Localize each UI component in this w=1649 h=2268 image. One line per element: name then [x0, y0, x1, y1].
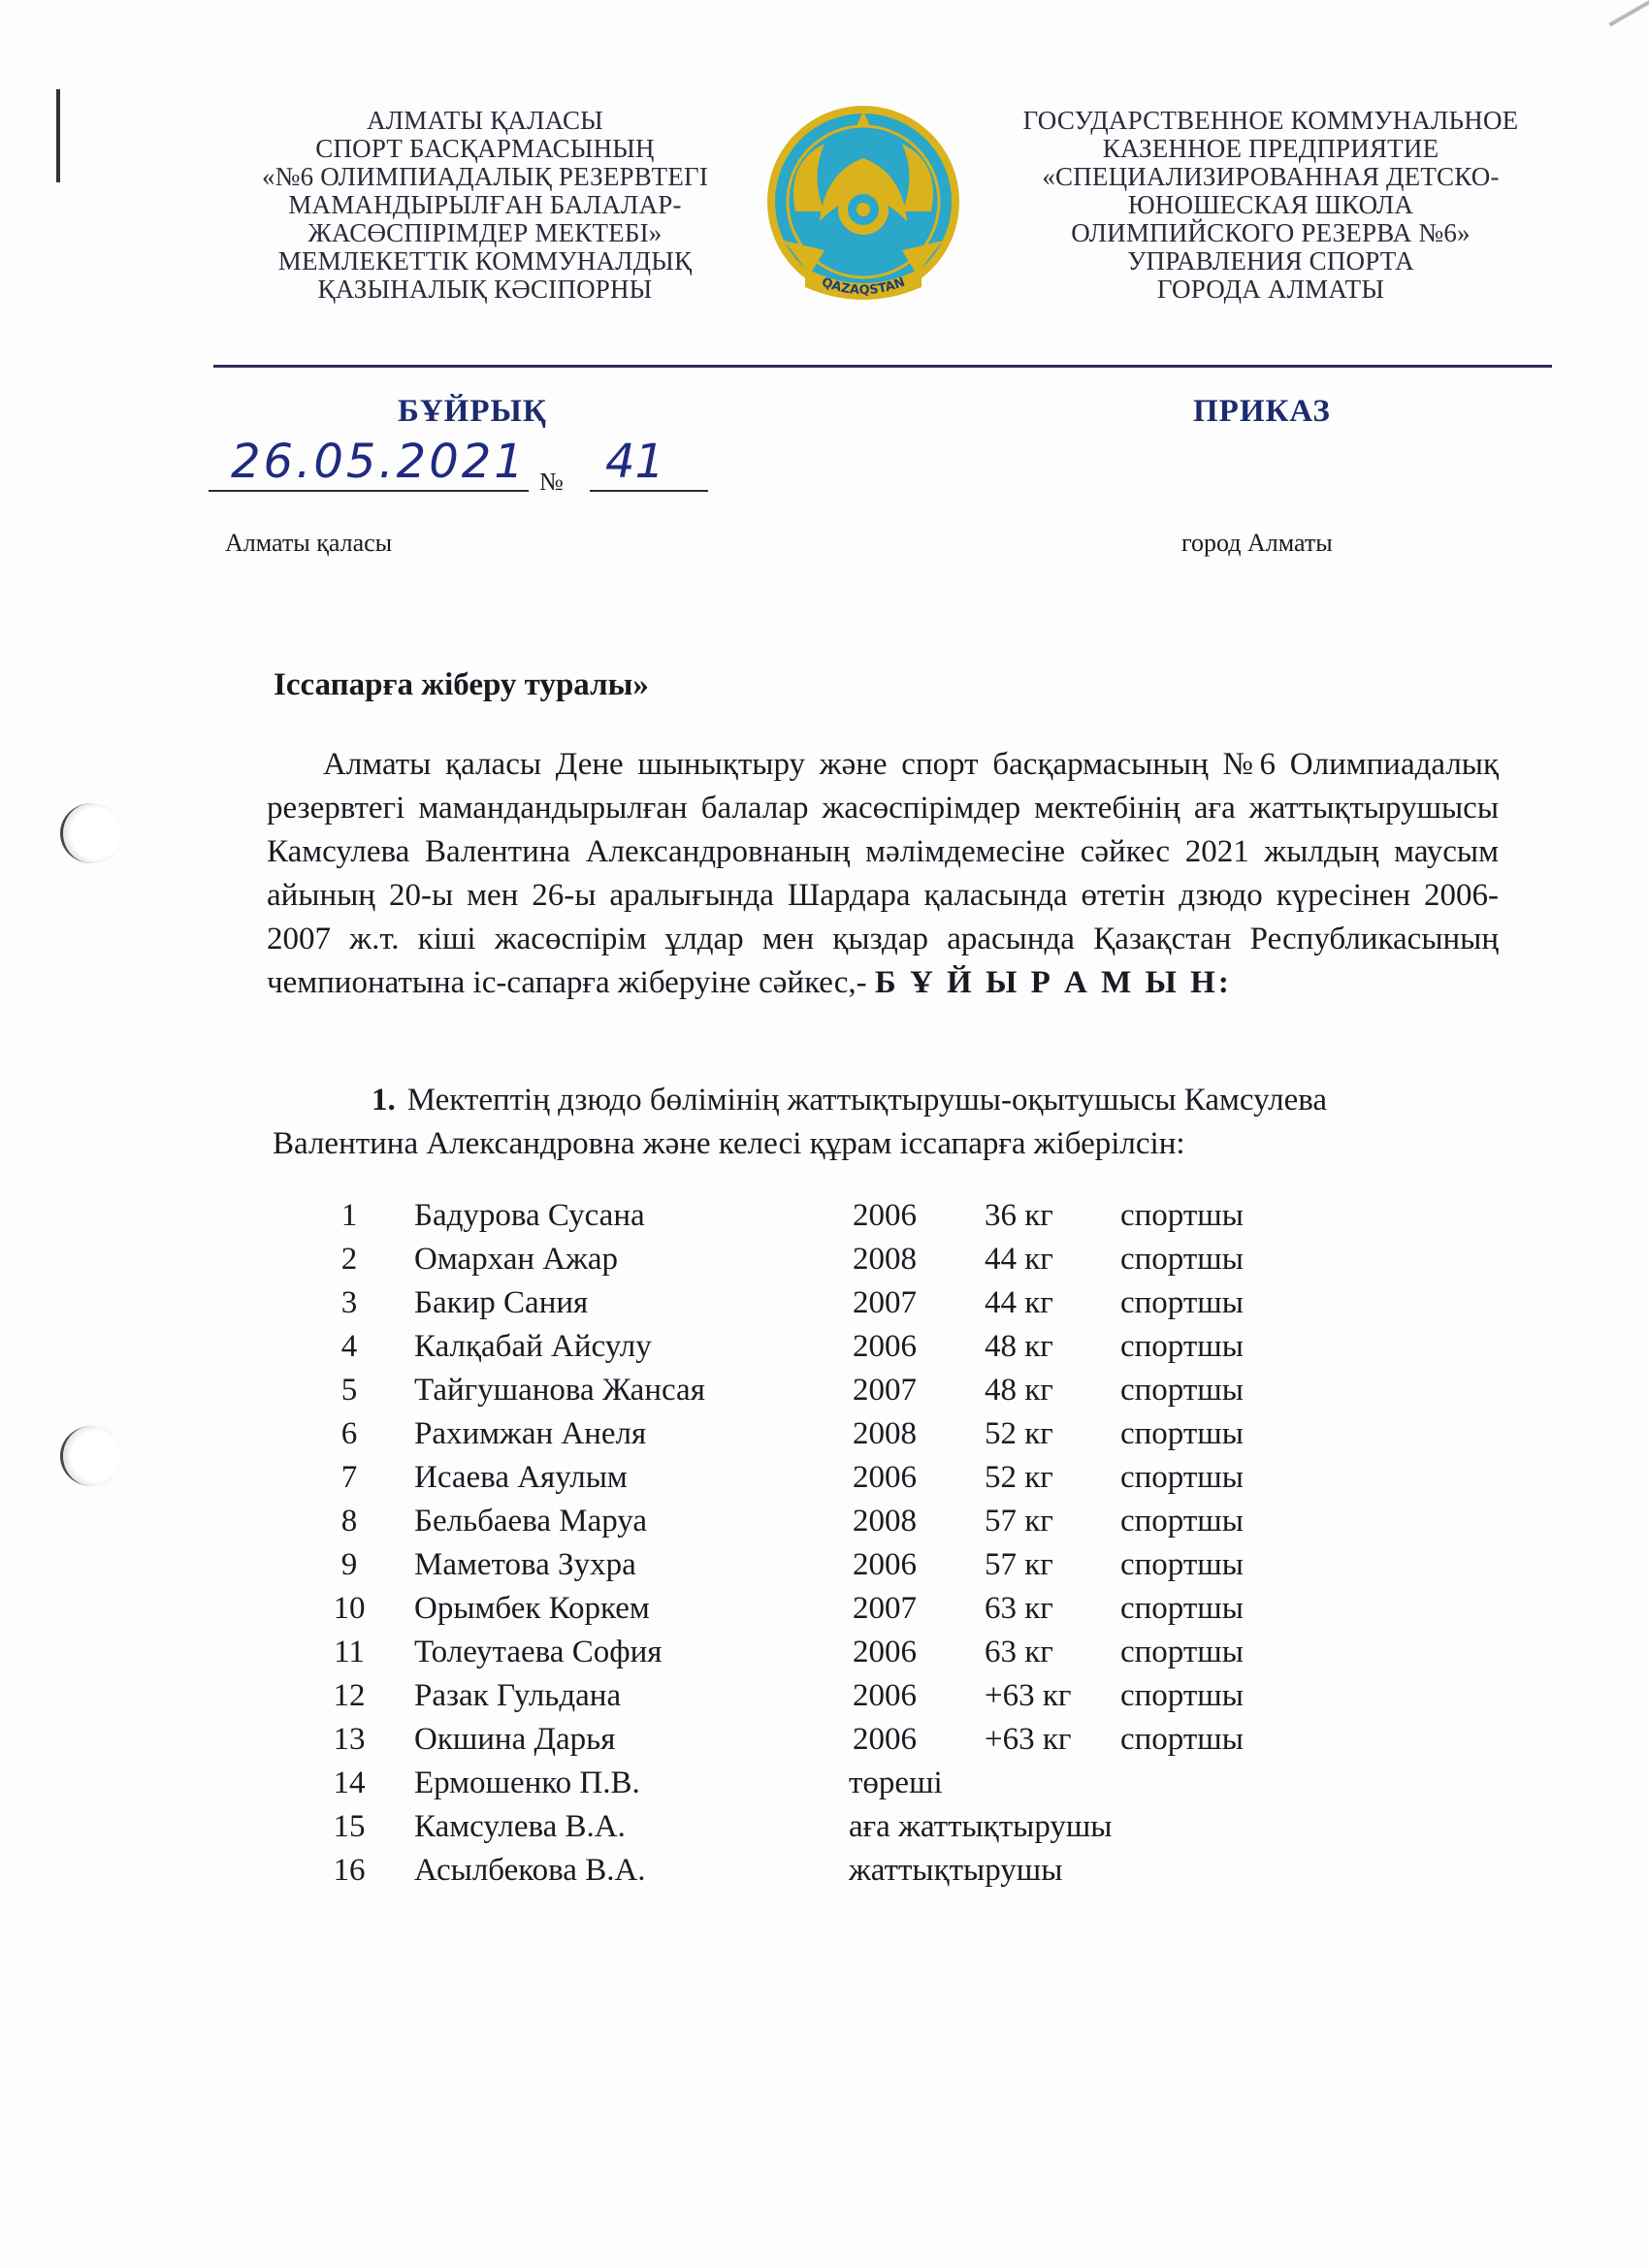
number-sign: №: [539, 468, 564, 496]
birth-year: 2008: [853, 1416, 917, 1451]
athlete-name: Исаева Аяулым: [414, 1460, 628, 1495]
role-label: спортшы: [1120, 1460, 1244, 1495]
table-row: [325, 1504, 1295, 1547]
header-line-kz: МЕМЛЕКЕТТІК КОММУНАЛДЫҚ: [277, 246, 693, 275]
order-subject: Іссапарға жіберу туралы»: [274, 667, 649, 702]
birth-year: 2007: [853, 1373, 917, 1408]
birth-year: 2006: [853, 1329, 917, 1364]
table-row: [325, 1547, 1295, 1591]
role-label: аға жаттықтырушы: [849, 1809, 1113, 1844]
row-number: 16: [333, 1853, 366, 1888]
athlete-name: Орымбек Коркем: [414, 1591, 650, 1626]
role-label: спортшы: [1120, 1547, 1244, 1582]
table-row: [325, 1198, 1295, 1242]
weight-class: 52 кг: [985, 1416, 1053, 1451]
item-line-1: Мектептің дзюдо бөлімінің жаттықтырушы-оқытушысы Камсулева: [406, 1083, 1328, 1118]
birth-year: 2006: [853, 1635, 917, 1669]
header-line-kz: АЛМАТЫ ҚАЛАСЫ: [367, 106, 603, 135]
table-row: [325, 1591, 1295, 1635]
header-divider: [213, 365, 1552, 368]
athlete-name: Разак Гульдана: [414, 1678, 622, 1713]
row-number: 6: [340, 1416, 358, 1451]
weight-class: 44 кг: [985, 1242, 1053, 1277]
weight-class: +63 кг: [985, 1722, 1072, 1757]
header-line-ru: ГОСУДАРСТВЕННОЕ КОММУНАЛЬНОЕ: [1022, 106, 1519, 135]
table-row: [325, 1853, 1295, 1896]
header-line-kz: МАМАНДЫРЫЛҒАН БАЛАЛАР-: [288, 190, 682, 219]
table-row: [325, 1678, 1295, 1722]
role-label: спортшы: [1120, 1242, 1244, 1277]
athlete-name: Толеутаева София: [414, 1635, 663, 1669]
role-label: спортшы: [1120, 1635, 1244, 1669]
row-number: 11: [334, 1635, 365, 1669]
item-number: 1.: [372, 1083, 396, 1118]
role-label: спортшы: [1120, 1722, 1244, 1757]
number-underline: [590, 490, 708, 492]
row-number: 3: [340, 1285, 358, 1320]
table-row: [325, 1242, 1295, 1285]
body-paragraph: Алматы қаласы Дене шынықтыру және спорт басқармасының №6 Олимпиадалық резервтегі мамандандырылған балалар жасөспірімдер мектебінің аға жаттықтырушысы Камсулева Валентина Александровнаның мәлімдемесіне сәйкес 2021 жылдың маусым айының 20-ы мен 26-ы аралығында Шардара қаласында өтетін дзюдо күресінен 2006-2007 ж.т. кіші жасөспірім ұлдар мен қыздар арасында Қазақстан Республикасының чемпионатына іс-сапарға жіберуіне сәйкес,-: [267, 747, 1499, 1000]
weight-class: 63 кг: [985, 1635, 1053, 1669]
order-body: [267, 743, 1499, 1005]
role-label: спортшы: [1120, 1198, 1244, 1233]
weight-class: 44 кг: [985, 1285, 1053, 1320]
emblem-text: QAZAQSTAN: [819, 275, 908, 299]
order-number: 41: [605, 435, 665, 489]
athlete-name: Калқабай Айсулу: [414, 1329, 652, 1364]
weight-class: 48 кг: [985, 1373, 1053, 1408]
header-line-ru: КАЗЕННОЕ ПРЕДПРИЯТИЕ: [1102, 134, 1439, 163]
birth-year: 2007: [853, 1591, 917, 1626]
athlete-name: Камсулева В.А.: [414, 1809, 626, 1844]
punch-hole: [60, 1426, 123, 1486]
row-number: 2: [340, 1242, 358, 1277]
athlete-name: Бельбаева Маруа: [414, 1504, 648, 1539]
athlete-name: Бадурова Сусана: [414, 1198, 645, 1233]
birth-year: 2007: [853, 1285, 917, 1320]
header-line-ru: ЮНОШЕСКАЯ ШКОЛА: [1127, 190, 1414, 219]
row-number: 1: [340, 1198, 358, 1233]
athlete-name: Рахимжан Анеля: [414, 1416, 647, 1451]
athlete-name: Тайгушанова Жансая: [414, 1373, 705, 1408]
order-word: Б Ұ Й Ы Р А М Ы Н:: [874, 965, 1232, 1000]
table-row: [325, 1766, 1295, 1809]
order-date: 26.05.2021: [231, 435, 527, 489]
role-label: төреші: [849, 1766, 943, 1800]
city-kz: Алматы қаласы: [225, 529, 393, 557]
birth-year: 2006: [853, 1678, 917, 1713]
weight-class: 52 кг: [985, 1460, 1053, 1495]
role-label: спортшы: [1120, 1373, 1244, 1408]
table-row: [325, 1722, 1295, 1766]
city-ru: город Алматы: [1181, 529, 1333, 557]
row-number: 4: [340, 1329, 358, 1364]
row-number: 15: [333, 1809, 366, 1844]
birth-year: 2006: [853, 1460, 917, 1495]
birth-year: 2006: [853, 1547, 917, 1582]
weight-class: 57 кг: [985, 1547, 1053, 1582]
header-line-kz: «№6 ОЛИМПИАДАЛЫҚ РЕЗЕРВТЕГІ: [261, 162, 709, 191]
role-label: жаттықтырушы: [849, 1853, 1063, 1888]
scan-artifact: [56, 89, 60, 182]
athlete-name: Окшина Дарья: [414, 1722, 616, 1757]
title-ru: ПРИКАЗ: [1193, 394, 1331, 429]
row-number: 12: [333, 1678, 366, 1713]
item-line-2: Валентина Александровна және келесі құрам іссапарға жіберілсін:: [273, 1126, 1185, 1161]
athlete-name: Ермошенко П.В.: [414, 1766, 640, 1800]
athlete-name: Омархан Ажар: [414, 1242, 619, 1277]
role-label: спортшы: [1120, 1329, 1244, 1364]
table-row: [325, 1329, 1295, 1373]
header-line-ru: УПРАВЛЕНИЯ СПОРТА: [1127, 246, 1414, 275]
birth-year: 2006: [853, 1722, 917, 1757]
athlete-name: Асылбекова В.А.: [414, 1853, 646, 1888]
row-number: 14: [333, 1766, 366, 1800]
table-row: [325, 1285, 1295, 1329]
weight-class: 57 кг: [985, 1504, 1053, 1539]
weight-class: 48 кг: [985, 1329, 1053, 1364]
header-line-kz: ҚАЗЫНАЛЫҚ КӘСІПОРНЫ: [317, 275, 653, 304]
state-emblem-icon: [766, 105, 960, 313]
weight-class: 36 кг: [985, 1198, 1053, 1233]
header-line-kz: ЖАСӨСПІРІМДЕР МЕКТЕБІ»: [307, 218, 663, 247]
date-underline: [209, 490, 529, 492]
table-row: [325, 1809, 1295, 1853]
birth-year: 2008: [853, 1242, 917, 1277]
table-row: [325, 1373, 1295, 1416]
header-line-ru: ОЛИМПИЙСКОГО РЕЗЕРВА №6»: [1071, 218, 1471, 247]
role-label: спортшы: [1120, 1591, 1244, 1626]
header-line-ru: ГОРОДА АЛМАТЫ: [1156, 275, 1385, 304]
header-line-ru: «СПЕЦИАЛИЗИРОВАННАЯ ДЕТСКО-: [1042, 162, 1500, 191]
birth-year: 2006: [853, 1198, 917, 1233]
row-number: 8: [340, 1504, 358, 1539]
birth-year: 2008: [853, 1504, 917, 1539]
athlete-name: Бакир Сания: [414, 1285, 589, 1320]
role-label: спортшы: [1120, 1285, 1244, 1320]
table-row: [325, 1460, 1295, 1504]
punch-hole: [60, 803, 123, 863]
role-label: спортшы: [1120, 1678, 1244, 1713]
row-number: 9: [340, 1547, 358, 1582]
athlete-name: Маметова Зухра: [414, 1547, 636, 1582]
row-number: 13: [333, 1722, 366, 1757]
table-row: [325, 1635, 1295, 1678]
weight-class: +63 кг: [985, 1678, 1072, 1713]
header-right-ru: [970, 107, 1571, 304]
row-number: 7: [340, 1460, 358, 1495]
title-kz: БҰЙРЫҚ: [398, 394, 547, 429]
header-line-kz: СПОРТ БАСҚАРМАСЫНЫҢ: [315, 134, 655, 163]
row-number: 5: [340, 1373, 358, 1408]
scan-corner-artifact: [1608, 0, 1649, 26]
order-item-1: [267, 1079, 1508, 1166]
role-label: спортшы: [1120, 1504, 1244, 1539]
role-label: спортшы: [1120, 1416, 1244, 1451]
row-number: 10: [333, 1591, 366, 1626]
header-left-kz: [213, 107, 757, 304]
weight-class: 63 кг: [985, 1591, 1053, 1626]
table-row: [325, 1416, 1295, 1460]
